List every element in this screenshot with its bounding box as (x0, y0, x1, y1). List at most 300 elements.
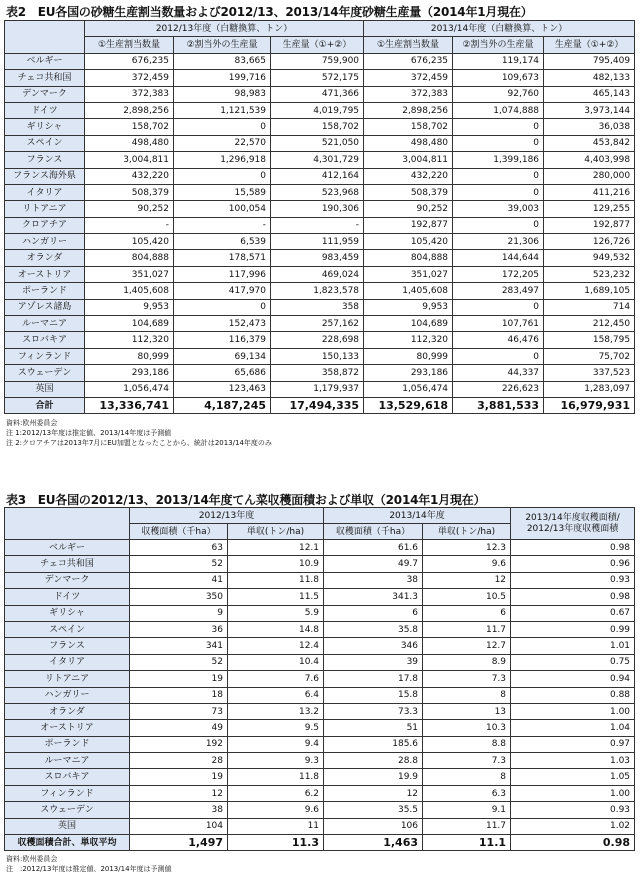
table-cell: 3,973,144 (544, 102, 635, 118)
table-cell: 1,121,539 (174, 102, 271, 118)
table-cell: 0.98 (511, 540, 635, 556)
table-cell: 350 (130, 589, 228, 605)
table-cell: 19 (130, 671, 228, 687)
total-row (5, 835, 635, 851)
table-cell: 80,999 (364, 348, 453, 364)
row-label: デンマーク (5, 572, 130, 588)
table-cell: 11.5 (228, 589, 324, 605)
row-label: スペイン (5, 621, 130, 637)
table-cell: 6 (423, 605, 511, 621)
table-cell: 337,523 (544, 365, 635, 381)
table-cell: 0.67 (511, 605, 635, 621)
column-header: ①生産割当数量 (364, 37, 453, 53)
table-cell: 0.88 (511, 687, 635, 703)
column-header: 単収(トン/ha) (228, 524, 324, 540)
row-label: 英国 (5, 381, 85, 397)
table-cell: 8.9 (423, 654, 511, 670)
table-cell: 453,842 (544, 135, 635, 151)
table-cell: 129,255 (544, 201, 635, 217)
table-cell: 19 (130, 769, 228, 785)
table-cell: 372,459 (85, 70, 174, 86)
table-cell: 0.96 (511, 556, 635, 572)
table-cell: 372,459 (364, 70, 453, 86)
row-label: ポーランド (5, 736, 130, 752)
note-line: 注 1:2012/13年度は推定値、2013/14年度は予測値 (6, 429, 172, 437)
table-row (5, 102, 635, 118)
table-cell: 38 (324, 572, 423, 588)
table-cell: 28 (130, 753, 228, 769)
table-cell: 1,689,105 (544, 283, 635, 299)
table-cell: 65,686 (174, 365, 271, 381)
table-cell: 111,959 (271, 234, 364, 250)
table-cell: 6,539 (174, 234, 271, 250)
row-label: フランス海外県 (5, 168, 85, 184)
table-cell: 676,235 (85, 53, 174, 69)
table-row (5, 217, 635, 233)
table-cell: 11 (228, 818, 324, 834)
table-row (5, 234, 635, 250)
table-cell: 1,056,474 (85, 381, 174, 397)
table-cell: 11.8 (228, 769, 324, 785)
table-cell: 293,186 (364, 365, 453, 381)
table-cell: 61.6 (324, 540, 423, 556)
table-cell: 471,366 (271, 86, 364, 102)
table-cell: 9 (130, 605, 228, 621)
table-cell: 949,532 (544, 250, 635, 266)
table-row (5, 802, 635, 818)
table-cell: 22,570 (174, 135, 271, 151)
table-cell: 1,405,608 (85, 283, 174, 299)
table-cell: 1.01 (511, 638, 635, 654)
table-cell: 49 (130, 720, 228, 736)
table-cell: 4,019,795 (271, 102, 364, 118)
table-cell: 372,383 (85, 86, 174, 102)
total-cell: 17,494,335 (271, 397, 364, 413)
table-cell: 35.8 (324, 621, 423, 637)
table-cell: 0 (453, 184, 544, 200)
table-cell: 158,795 (544, 332, 635, 348)
table-cell: 7.6 (228, 671, 324, 687)
table-row (5, 589, 635, 605)
table-cell: 12 (130, 785, 228, 801)
table-cell: 795,409 (544, 53, 635, 69)
table-cell: 2,898,256 (364, 102, 453, 118)
row-label: ギリシャ (5, 119, 85, 135)
row-label: オランダ (5, 250, 85, 266)
table-cell: 6.4 (228, 687, 324, 703)
table-cell: 293,186 (85, 365, 174, 381)
table-cell: 482,133 (544, 70, 635, 86)
row-label: フィンランド (5, 785, 130, 801)
table-cell: 199,716 (174, 70, 271, 86)
table-cell: 341.3 (324, 589, 423, 605)
table-cell: 3,004,811 (85, 152, 174, 168)
row-label: イタリア (5, 184, 85, 200)
table-cell: 73 (130, 703, 228, 719)
corner-cell (5, 21, 85, 54)
table-cell: 15,589 (174, 184, 271, 200)
table-cell: 19.9 (324, 769, 423, 785)
row-label: フランス (5, 638, 130, 654)
table-row (5, 671, 635, 687)
table-row (5, 184, 635, 200)
table-cell: 104,689 (364, 316, 453, 332)
table-cell: 0 (174, 168, 271, 184)
group-header-2013-14: 2013/14年度 (324, 508, 511, 524)
table-cell: 0.98 (511, 589, 635, 605)
table-cell: 105,420 (85, 234, 174, 250)
table-cell: 1,399,186 (453, 152, 544, 168)
table-cell: 2,898,256 (85, 102, 174, 118)
table-cell: 52 (130, 654, 228, 670)
total-cell: 3,881,533 (453, 397, 544, 413)
table-cell: 109,673 (453, 70, 544, 86)
total-label: 収穫面積合計、単収平均 (5, 835, 130, 851)
row-label: スウェーデン (5, 365, 85, 381)
table-row (5, 638, 635, 654)
ratio-header-line2: 2012/13年度収穫面積 (526, 523, 619, 534)
table-cell: 11.7 (423, 621, 511, 637)
group-header-2013-14: 2013/14年度（白糖換算、トン） (364, 21, 635, 37)
note-line: 資料:欧州委員会 (6, 855, 58, 863)
table-cell: 63 (130, 540, 228, 556)
table-cell: 44,337 (453, 365, 544, 381)
row-label: イタリア (5, 654, 130, 670)
column-header: 単収(トン/ha) (423, 524, 511, 540)
row-label: ドイツ (5, 589, 130, 605)
table-cell: 432,220 (364, 168, 453, 184)
table-cell: 158,702 (85, 119, 174, 135)
table-cell: 36 (130, 621, 228, 637)
table-cell: 498,480 (364, 135, 453, 151)
table-cell: 759,900 (271, 53, 364, 69)
table-cell: 13 (423, 703, 511, 719)
total-cell: 1,497 (130, 835, 228, 851)
table-cell: 192 (130, 736, 228, 752)
table-cell: 469,024 (271, 266, 364, 282)
row-label: ポーランド (5, 283, 85, 299)
table-cell: 123,463 (174, 381, 271, 397)
table-cell: 75,702 (544, 348, 635, 364)
table-cell: 12.1 (228, 540, 324, 556)
table-cell: 521,050 (271, 135, 364, 151)
table-cell: 0 (453, 348, 544, 364)
table-cell: 804,888 (364, 250, 453, 266)
table-cell: 1.03 (511, 753, 635, 769)
row-label: ドイツ (5, 102, 85, 118)
table-row (5, 299, 635, 315)
table-row (5, 86, 635, 102)
row-label: ハンガリー (5, 687, 130, 703)
table-cell: 39,003 (453, 201, 544, 217)
table-cell: 412,164 (271, 168, 364, 184)
total-label: 合計 (5, 397, 85, 413)
table-cell: 11.7 (423, 818, 511, 834)
table-cell: 15.8 (324, 687, 423, 703)
table-cell: 104 (130, 818, 228, 834)
table-cell: 983,459 (271, 250, 364, 266)
table-cell: 0.99 (511, 621, 635, 637)
table-cell: 1,405,608 (364, 283, 453, 299)
table-cell: 172,205 (453, 266, 544, 282)
table-cell: 0.94 (511, 671, 635, 687)
corner-cell (5, 508, 130, 540)
row-label: ギリシャ (5, 605, 130, 621)
total-cell: 11.1 (423, 835, 511, 851)
table-row (5, 605, 635, 621)
table-cell: 0 (174, 299, 271, 315)
table-cell: 112,320 (364, 332, 453, 348)
row-label: アゾレス諸島 (5, 299, 85, 315)
row-label: ルーマニア (5, 753, 130, 769)
table-cell: 13.2 (228, 703, 324, 719)
row-label: チェコ共和国 (5, 70, 85, 86)
table-cell: 83,665 (174, 53, 271, 69)
table-cell: 1,179,937 (271, 381, 364, 397)
table-cell: 52 (130, 556, 228, 572)
table-cell: 190,306 (271, 201, 364, 217)
table-cell: 1,074,888 (453, 102, 544, 118)
row-label: フランス (5, 152, 85, 168)
total-cell: 4,187,245 (174, 397, 271, 413)
table-row (5, 654, 635, 670)
note-line: 注 2:クロアチアは2013年7月にEU加盟となったことから、統計は2013/14年度のみ (6, 439, 272, 447)
table-row (5, 381, 635, 397)
table-cell: 38 (130, 802, 228, 818)
table-cell: 104,689 (85, 316, 174, 332)
column-header: ②割当外の生産量 (174, 37, 271, 53)
column-header: ①生産割当数量 (85, 37, 174, 53)
table-cell: 0.75 (511, 654, 635, 670)
row-label: スロバキア (5, 332, 85, 348)
note-line: 資料:欧州委員会 (6, 419, 58, 427)
table-cell: 106 (324, 818, 423, 834)
row-label: デンマーク (5, 86, 85, 102)
column-header: ②割当外の生産量 (453, 37, 544, 53)
table-cell: 9.6 (228, 802, 324, 818)
table-cell: 178,571 (174, 250, 271, 266)
sugar-production-table (4, 20, 635, 414)
table3-notes (6, 854, 172, 874)
table-cell: 8 (423, 687, 511, 703)
total-cell: 16,979,931 (544, 397, 635, 413)
row-label: クロアチア (5, 217, 85, 233)
row-label: オランダ (5, 703, 130, 719)
table-row (5, 283, 635, 299)
table-cell: 6.2 (228, 785, 324, 801)
group-header-2012-13: 2012/13年度 (130, 508, 324, 524)
table3-title: 表3 EU各国の2012/13、2013/14年度てん菜収穫面積および単収（2014年1月現在） (6, 493, 486, 507)
table-row (5, 818, 635, 834)
table-cell: 10.9 (228, 556, 324, 572)
table-row (5, 332, 635, 348)
table-cell: 804,888 (85, 250, 174, 266)
table-cell: 12.3 (423, 540, 511, 556)
row-label: スロバキア (5, 769, 130, 785)
table-cell: 73.3 (324, 703, 423, 719)
table-cell: 523,968 (271, 184, 364, 200)
table-cell: 7.3 (423, 671, 511, 687)
table-cell: 1,056,474 (364, 381, 453, 397)
row-label: ハンガリー (5, 234, 85, 250)
table-row (5, 769, 635, 785)
table-cell: 358,872 (271, 365, 364, 381)
table-cell: 7.3 (423, 753, 511, 769)
table-cell: 21,306 (453, 234, 544, 250)
table-row (5, 70, 635, 86)
table-row (5, 572, 635, 588)
row-label: チェコ共和国 (5, 556, 130, 572)
table-cell: 1.00 (511, 703, 635, 719)
total-row (5, 397, 635, 413)
table-cell: - (85, 217, 174, 233)
table-row (5, 316, 635, 332)
table-row (5, 135, 635, 151)
table-cell: 6 (324, 605, 423, 621)
table-cell: 18 (130, 687, 228, 703)
total-cell: 13,529,618 (364, 397, 453, 413)
table-cell: 1.00 (511, 785, 635, 801)
table-cell: 508,379 (85, 184, 174, 200)
total-cell: 1,463 (324, 835, 423, 851)
table-cell: 41 (130, 572, 228, 588)
table-cell: 9,953 (364, 299, 453, 315)
table-cell: 39 (324, 654, 423, 670)
table-cell: 283,497 (453, 283, 544, 299)
table-cell: 90,252 (364, 201, 453, 217)
note-line: 注 :2012/13年度は推定値、2013/14年度は予測値 (6, 865, 172, 873)
table-cell: 36,038 (544, 119, 635, 135)
table-row (5, 201, 635, 217)
table-cell: 346 (324, 638, 423, 654)
table-cell: 523,232 (544, 266, 635, 282)
table-cell: 17.8 (324, 671, 423, 687)
table-cell: 119,174 (453, 53, 544, 69)
table-cell: 12 (423, 572, 511, 588)
table-cell: 150,133 (271, 348, 364, 364)
sugar-beet-area-table (4, 507, 635, 851)
table-cell: 107,761 (453, 316, 544, 332)
table-cell: 0 (453, 119, 544, 135)
table-cell: 0 (453, 299, 544, 315)
table-row (5, 53, 635, 69)
table-cell: 35.5 (324, 802, 423, 818)
table-cell: 341 (130, 638, 228, 654)
table-cell: 228,698 (271, 332, 364, 348)
table-cell: 9.4 (228, 736, 324, 752)
total-cell: 13,336,741 (85, 397, 174, 413)
table-cell: 158,702 (271, 119, 364, 135)
table-cell: 185.6 (324, 736, 423, 752)
table-cell: 257,162 (271, 316, 364, 332)
table-cell: 9.6 (423, 556, 511, 572)
table-row (5, 365, 635, 381)
row-label: リトアニア (5, 201, 85, 217)
table-cell: 372,383 (364, 86, 453, 102)
table-cell: 351,027 (85, 266, 174, 282)
row-label: ルーマニア (5, 316, 85, 332)
table-row (5, 540, 635, 556)
total-cell: 11.3 (228, 835, 324, 851)
table-cell: 105,420 (364, 234, 453, 250)
table-cell: 9.5 (228, 720, 324, 736)
table-cell: 6.3 (423, 785, 511, 801)
table-row (5, 720, 635, 736)
table-cell: 1.05 (511, 769, 635, 785)
table2-notes (6, 418, 272, 448)
table-cell: 144,644 (453, 250, 544, 266)
table-cell: 9.1 (423, 802, 511, 818)
row-label: ベルギー (5, 540, 130, 556)
table-cell: 46,476 (453, 332, 544, 348)
table-cell: 358 (271, 299, 364, 315)
table-cell: 9,953 (85, 299, 174, 315)
table-row (5, 703, 635, 719)
table-cell: 0.93 (511, 802, 635, 818)
group-header-2012-13: 2012/13年度（白糖換算、トン） (85, 21, 364, 37)
table-cell: 417,970 (174, 283, 271, 299)
table-row (5, 687, 635, 703)
table-cell: 5.9 (228, 605, 324, 621)
column-header: 収穫面積（千ha） (130, 524, 228, 540)
table-cell: 117,996 (174, 266, 271, 282)
ratio-header (511, 508, 635, 540)
table-cell: 1.04 (511, 720, 635, 736)
table-cell: 126,726 (544, 234, 635, 250)
table-cell: 411,216 (544, 184, 635, 200)
table-row (5, 168, 635, 184)
table-row (5, 348, 635, 364)
table2-title: 表2 EU各国の砂糖生産割当数量および2012/13、2013/14年度砂糖生産量（2014年1月現在） (6, 5, 533, 19)
row-label: リトアニア (5, 671, 130, 687)
table-cell: 80,999 (85, 348, 174, 364)
table-cell: 1.02 (511, 818, 635, 834)
table-cell: 4,301,729 (271, 152, 364, 168)
table-cell: 192,877 (364, 217, 453, 233)
table-cell: 498,480 (85, 135, 174, 151)
table-cell: 9.3 (228, 753, 324, 769)
table-row (5, 556, 635, 572)
table-cell: 28.8 (324, 753, 423, 769)
table-cell: 0 (453, 168, 544, 184)
ratio-header-line1: 2013/14年度収穫面積/ (525, 512, 620, 523)
table-cell: 51 (324, 720, 423, 736)
table-cell: 8.8 (423, 736, 511, 752)
table-cell: 1,823,578 (271, 283, 364, 299)
table-row (5, 753, 635, 769)
table-cell: 0 (453, 217, 544, 233)
row-label: ベルギー (5, 53, 85, 69)
table-cell: 12 (324, 785, 423, 801)
table-cell: 90,252 (85, 201, 174, 217)
column-header: 生産量（①+②） (271, 37, 364, 53)
row-label: 英国 (5, 818, 130, 834)
table-cell: 69,134 (174, 348, 271, 364)
table-cell: 432,220 (85, 168, 174, 184)
table-cell: 572,175 (271, 70, 364, 86)
table-cell: - (174, 217, 271, 233)
table-cell: 100,054 (174, 201, 271, 217)
table-cell: 116,379 (174, 332, 271, 348)
table-cell: 152,473 (174, 316, 271, 332)
table-cell: 280,000 (544, 168, 635, 184)
table-cell: 11.8 (228, 572, 324, 588)
table-cell: 8 (423, 769, 511, 785)
table-cell: 1,283,097 (544, 381, 635, 397)
table-cell: 1,296,918 (174, 152, 271, 168)
row-label: フィンランド (5, 348, 85, 364)
table-row (5, 250, 635, 266)
